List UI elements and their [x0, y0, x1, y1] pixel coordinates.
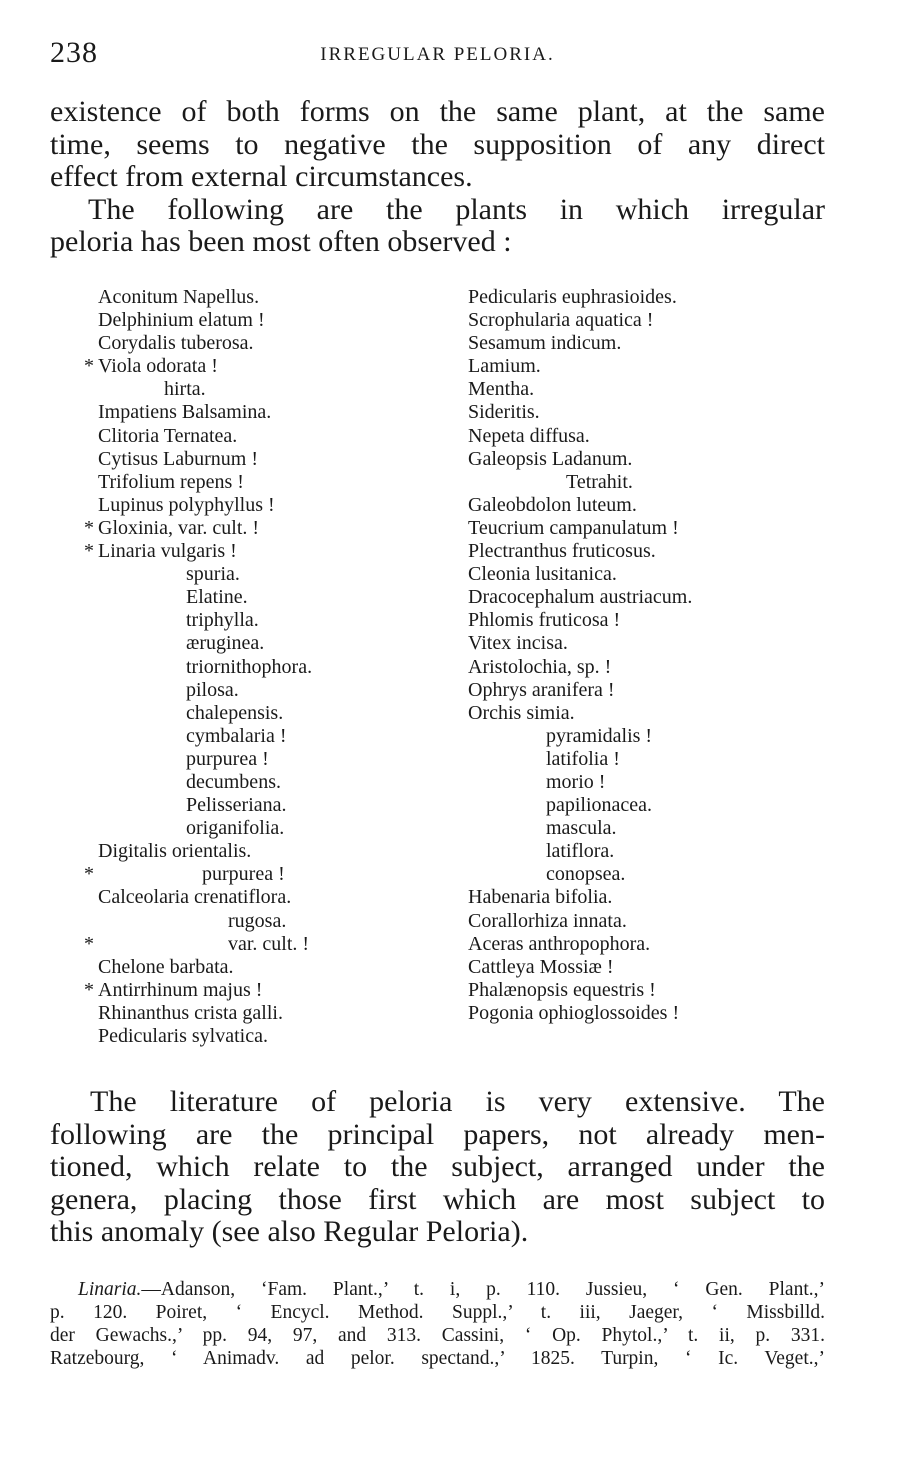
plant-name: Corallorhiza innata. — [468, 909, 627, 932]
list-item — [84, 1002, 414, 1025]
plant-name: Aceras anthropophora. — [468, 932, 651, 955]
list-item — [84, 886, 414, 909]
text-line — [50, 1278, 825, 1301]
plant-name: Chelone barbata. — [98, 955, 234, 978]
list-item — [468, 586, 804, 609]
list-item — [468, 355, 804, 378]
plant-name: triphylla. — [186, 609, 259, 632]
plant-name: Sideritis. — [468, 401, 540, 424]
plant-name: æruginea. — [186, 632, 265, 655]
list-item — [468, 401, 804, 424]
plant-name: decumbens. — [186, 770, 281, 793]
plant-name: pyramidalis ! — [546, 724, 653, 747]
plant-name: purpurea ! — [186, 747, 269, 770]
plant-name: Tetrahit. — [566, 470, 633, 493]
asterisk-marker: * — [84, 516, 94, 539]
plant-name: triornithophora. — [186, 655, 313, 678]
plant-name: Corydalis tuberosa. — [98, 332, 254, 355]
list-item — [84, 910, 414, 933]
list-item — [84, 378, 414, 401]
paragraph-continuation — [50, 96, 825, 194]
list-item — [84, 425, 414, 448]
plant-name: hirta. — [164, 378, 206, 401]
list-item — [84, 702, 414, 725]
list-item — [468, 933, 804, 956]
list-item — [468, 748, 804, 771]
plant-name: Viola odorata ! — [98, 355, 218, 378]
plant-name: Teucrium campanulatum ! — [468, 516, 679, 539]
plant-name: Linaria vulgaris ! — [98, 540, 237, 563]
asterisk-marker: * — [84, 863, 94, 886]
list-item — [468, 378, 804, 401]
plant-name: Scrophularia aquatica ! — [468, 309, 654, 332]
plant-name: Aconitum Napellus. — [98, 286, 260, 308]
list-item — [84, 540, 414, 563]
list-item — [468, 448, 804, 471]
list-item — [468, 540, 804, 563]
plant-name: Vitex incisa. — [468, 632, 568, 655]
text-line: genera, placing those first which are most subject to — [50, 1182, 825, 1216]
list-item — [468, 471, 804, 494]
plant-name: spuria. — [186, 563, 240, 586]
plant-name: Cleonia lusitanica. — [468, 563, 617, 586]
asterisk-marker: * — [84, 540, 94, 563]
list-item — [468, 956, 804, 979]
plant-name: latiflora. — [546, 840, 615, 863]
plant-name: chalepensis. — [186, 701, 284, 724]
text-line: following are the principal papers, not already men- — [50, 1117, 825, 1151]
plant-list-left-column — [84, 286, 414, 1048]
list-item — [468, 886, 804, 909]
list-item — [84, 286, 414, 309]
list-item — [468, 702, 804, 725]
plant-name: Habenaria bifolia. — [468, 886, 613, 909]
plant-name: Pedicularis sylvatica. — [98, 1025, 268, 1047]
text-line: time, seems to negative the supposition of any direct — [50, 127, 825, 161]
running-title: IRREGULAR PELORIA. — [320, 44, 555, 65]
page-header — [50, 36, 825, 70]
plant-name: Lamium. — [468, 355, 541, 378]
list-item — [84, 725, 414, 748]
list-item — [468, 910, 804, 933]
list-item — [84, 656, 414, 679]
plant-name: Impatiens Balsamina. — [98, 401, 272, 424]
list-item — [84, 494, 414, 517]
list-item — [84, 563, 414, 586]
plant-list-right-column — [468, 286, 804, 1025]
plant-name: Delphinium elatum ! — [98, 309, 265, 332]
list-item — [84, 933, 414, 956]
plant-name: var. cult. ! — [228, 932, 310, 955]
text-line: tioned, which relate to the subject, arranged under the — [50, 1150, 825, 1183]
paragraph-literature — [50, 1086, 825, 1249]
list-item — [84, 863, 414, 886]
plant-name: Gloxinia, var. cult. ! — [98, 516, 260, 539]
list-item — [468, 656, 804, 679]
plant-name: Cytisus Laburnum ! — [98, 447, 258, 470]
plant-name: Ophrys aranifera ! — [468, 678, 615, 701]
list-item — [468, 863, 804, 886]
text-line: p. 120. Poiret, ‘ Encycl. Method. Suppl.,’ t. iii, Jaeger, ‘ Missbilld. — [50, 1302, 825, 1323]
genus-heading: Linaria. — [78, 1279, 142, 1300]
plant-name: Galeobdolon luteum. — [468, 493, 637, 516]
plant-name: Galeopsis Ladanum. — [468, 447, 633, 470]
plant-name: Phlomis fruticosa ! — [468, 609, 621, 632]
asterisk-marker: * — [84, 355, 94, 378]
plant-name: Pogonia ophioglossoides ! — [468, 1001, 680, 1024]
plant-name: Rhinanthus crista galli. — [98, 1001, 283, 1024]
plant-name: mascula. — [546, 817, 617, 840]
list-item — [468, 425, 804, 448]
asterisk-marker: * — [84, 932, 94, 955]
list-item — [468, 794, 804, 817]
list-item — [84, 309, 414, 332]
list-item — [84, 679, 414, 702]
plant-name: latifolia ! — [546, 747, 620, 770]
list-item — [84, 748, 414, 771]
plant-name: Mentha. — [468, 378, 535, 401]
text-line: The literature of peloria is very extensive. The — [90, 1085, 825, 1118]
page-number: 238 — [50, 36, 98, 69]
text-line: existence of both forms on the same plant, at the same — [50, 95, 825, 128]
text-line: Ratzebourg, ‘ Animadv. ad pelor. spectand.,’ 1825. Turpin, ‘ Ic. Veget.,’ — [50, 1348, 825, 1369]
plant-name: cymbalaria ! — [186, 724, 287, 747]
plant-name: Elatine. — [186, 586, 248, 609]
plant-name: Cattleya Mossiæ ! — [468, 955, 614, 978]
list-item — [84, 332, 414, 355]
list-item — [468, 817, 804, 840]
bibliography-note — [50, 1278, 825, 1370]
list-item — [468, 286, 804, 309]
list-item — [84, 1025, 414, 1048]
list-item — [468, 309, 804, 332]
plant-name: Lupinus polyphyllus ! — [98, 493, 275, 516]
citation-text: —Adanson, ‘Fam. Plant.,’ t. i, p. 110. Jussieu, ‘ Gen. Plant.,’ — [141, 1279, 825, 1300]
plant-name: Trifolium repens ! — [98, 470, 244, 493]
list-item — [468, 517, 804, 540]
plant-name: Antirrhinum majus ! — [98, 978, 263, 1001]
list-item — [84, 586, 414, 609]
list-item — [468, 679, 804, 702]
plant-name: Orchis simia. — [468, 701, 575, 724]
text-line: The following are the plants in which irregular — [88, 192, 825, 226]
list-item — [84, 817, 414, 840]
list-item — [468, 840, 804, 863]
text-line: der Gewachs.,’ pp. 94, 97, and 313. Cassini, ‘ Op. Phytol.,’ t. ii, p. 331. — [50, 1325, 825, 1346]
plant-name: Clitoria Ternatea. — [98, 424, 238, 447]
list-item — [84, 956, 414, 979]
text-line: effect from external circumstances. — [50, 160, 473, 193]
list-item — [84, 517, 414, 540]
list-item — [84, 471, 414, 494]
plant-name: conopsea. — [546, 863, 626, 886]
list-item — [84, 355, 414, 378]
body-text-top — [50, 96, 825, 259]
plant-name: Plectranthus fruticosus. — [468, 540, 656, 563]
list-item — [84, 448, 414, 471]
list-item — [468, 332, 804, 355]
plant-name: Nepeta diffusa. — [468, 424, 590, 447]
asterisk-marker: * — [84, 978, 94, 1001]
plant-name: rugosa. — [228, 909, 287, 932]
list-item — [84, 794, 414, 817]
list-item — [84, 401, 414, 424]
list-item — [468, 1002, 804, 1025]
list-item — [84, 632, 414, 655]
plant-name: morio ! — [546, 770, 606, 793]
list-item — [468, 771, 804, 794]
text-line: this anomaly (see also Regular Peloria). — [50, 1215, 529, 1248]
list-item — [468, 563, 804, 586]
plant-name: purpurea ! — [202, 863, 285, 886]
list-item — [468, 725, 804, 748]
list-item — [84, 979, 414, 1002]
plant-name: Digitalis orientalis. — [98, 840, 252, 863]
list-item — [468, 979, 804, 1002]
paragraph-intro — [50, 194, 825, 259]
text-line: peloria has been most often observed : — [50, 225, 512, 258]
plant-name: pilosa. — [186, 678, 239, 701]
plant-name: Sesamum indicum. — [468, 332, 622, 355]
plant-name: Dracocephalum austriacum. — [468, 586, 693, 609]
list-item — [84, 771, 414, 794]
plant-list — [84, 286, 804, 1066]
plant-name: origanifolia. — [186, 817, 285, 840]
list-item — [468, 632, 804, 655]
plant-name: Pedicularis euphrasioides. — [468, 286, 677, 308]
list-item — [84, 609, 414, 632]
plant-name: papilionacea. — [546, 794, 653, 817]
list-item — [84, 840, 414, 863]
plant-name: Calceolaria crenatiflora. — [98, 886, 292, 909]
plant-name: Pelisseriana. — [186, 794, 287, 817]
plant-name: Phalænopsis equestris ! — [468, 978, 656, 1001]
plant-name: Aristolochia, sp. ! — [468, 655, 612, 678]
list-item — [468, 609, 804, 632]
list-item — [468, 494, 804, 517]
